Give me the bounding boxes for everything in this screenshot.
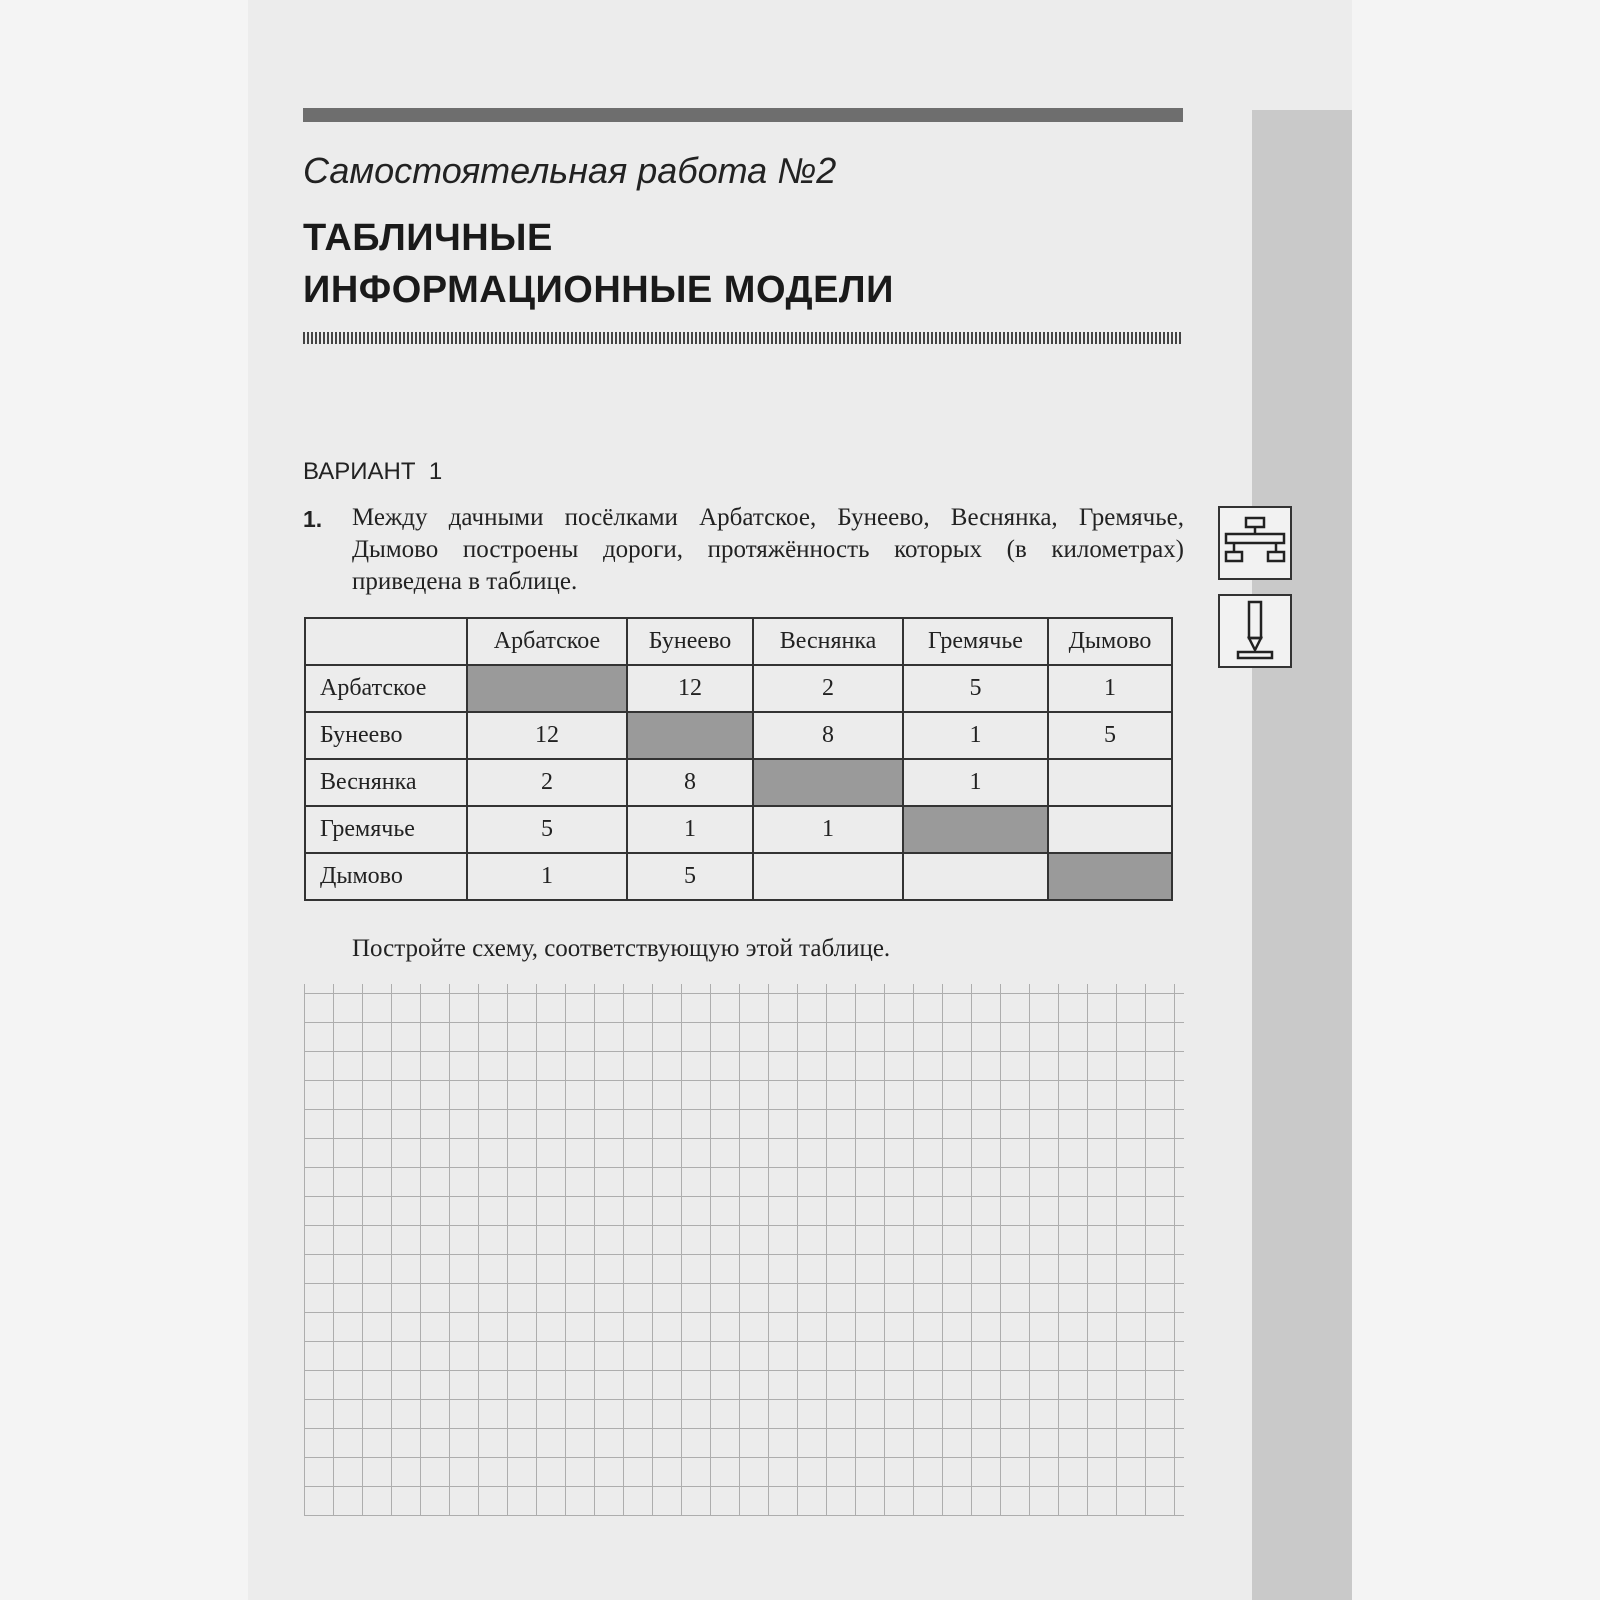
table-header-row bbox=[305, 618, 1172, 665]
table-cell: 5 bbox=[903, 665, 1048, 712]
title-divider bbox=[303, 332, 1183, 344]
table-cell-diagonal bbox=[753, 759, 903, 806]
distance-table bbox=[304, 617, 1173, 901]
table-row bbox=[305, 759, 1172, 806]
table-cell: 1 bbox=[903, 759, 1048, 806]
table-cell: 12 bbox=[467, 712, 627, 759]
row-header: Гремячье bbox=[305, 806, 467, 853]
table-cell: 1 bbox=[1048, 665, 1172, 712]
table-cell: 5 bbox=[1048, 712, 1172, 759]
row-header: Веснянка bbox=[305, 759, 467, 806]
table-cell-diagonal bbox=[1048, 853, 1172, 900]
task-number: 1. bbox=[303, 506, 323, 532]
table-row bbox=[305, 665, 1172, 712]
table-row bbox=[305, 712, 1172, 759]
title-line-2: ИНФОРМАЦИОННЫЕ МОДЕЛИ bbox=[303, 269, 894, 311]
table-row bbox=[305, 853, 1172, 900]
table-cell: 1 bbox=[627, 806, 753, 853]
table-cell bbox=[753, 853, 903, 900]
margin-band bbox=[1252, 110, 1352, 1600]
column-header: Бунеево bbox=[627, 618, 753, 665]
table-cell bbox=[903, 853, 1048, 900]
table-cell bbox=[1048, 759, 1172, 806]
table-cell: 8 bbox=[753, 712, 903, 759]
table-cell: 5 bbox=[467, 806, 627, 853]
table-cell: 5 bbox=[627, 853, 753, 900]
table-row bbox=[305, 806, 1172, 853]
column-header: Дымово bbox=[1048, 618, 1172, 665]
variant-label: ВАРИАНТ 1 bbox=[303, 458, 443, 485]
table-cell-diagonal bbox=[903, 806, 1048, 853]
pencil-icon bbox=[1218, 594, 1292, 668]
column-header: Гремячье bbox=[903, 618, 1048, 665]
table-cell: 1 bbox=[753, 806, 903, 853]
header-bar bbox=[303, 108, 1183, 122]
table-corner-cell bbox=[305, 618, 467, 665]
table-cell-diagonal bbox=[467, 665, 627, 712]
row-header: Дымово bbox=[305, 853, 467, 900]
page-title bbox=[303, 212, 894, 316]
table-cell bbox=[1048, 806, 1172, 853]
table-cell: 1 bbox=[467, 853, 627, 900]
column-header: Веснянка bbox=[753, 618, 903, 665]
task-instruction: Постройте схему, соответствующую этой таблице. bbox=[352, 935, 891, 962]
row-header: Арбатское bbox=[305, 665, 467, 712]
row-header: Бунеево bbox=[305, 712, 467, 759]
task-text: Между дачными посёлками Арбатское, Бунеево, Веснянка, Гремячье, Дымово построены дороги, протяжённость которых (в километрах) приведена в таблице. bbox=[352, 504, 1184, 595]
column-header: Арбатское bbox=[467, 618, 627, 665]
work-subtitle: Самостоятельная работа №2 bbox=[303, 150, 837, 191]
table-cell: 2 bbox=[467, 759, 627, 806]
flowchart-icon bbox=[1218, 506, 1292, 580]
table-cell-diagonal bbox=[627, 712, 753, 759]
title-line-1: ТАБЛИЧНЫЕ bbox=[303, 217, 553, 259]
answer-grid bbox=[304, 984, 1184, 1516]
table-cell: 2 bbox=[753, 665, 903, 712]
table-cell: 1 bbox=[903, 712, 1048, 759]
table-cell: 8 bbox=[627, 759, 753, 806]
table-cell: 12 bbox=[627, 665, 753, 712]
